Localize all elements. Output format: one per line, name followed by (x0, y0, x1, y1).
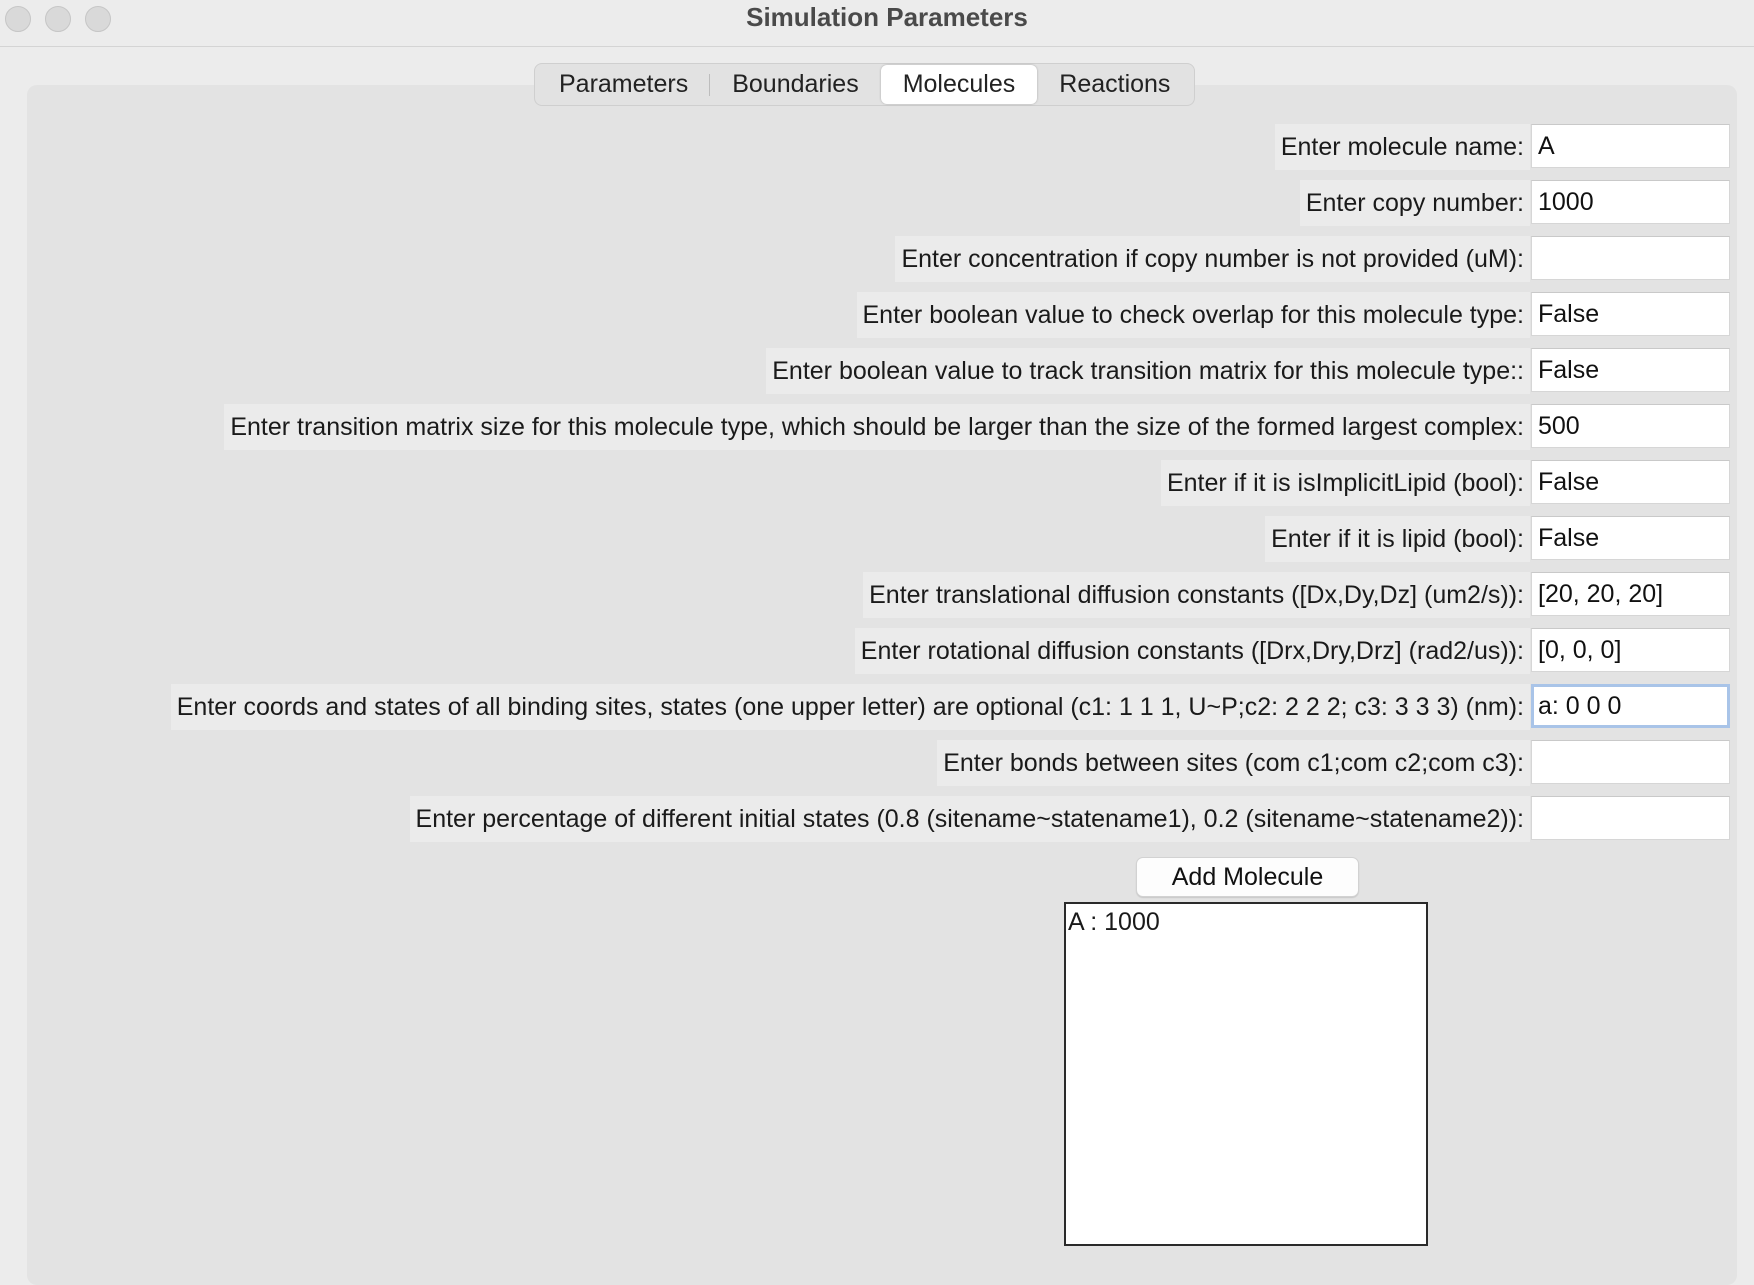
copy-number-input[interactable] (1531, 180, 1730, 224)
concentration-label: Enter concentration if copy number is not provided (uM): (895, 236, 1530, 282)
window-title: Simulation Parameters (746, 2, 1028, 32)
check-overlap-input[interactable] (1531, 292, 1730, 336)
rotational-diffusion-input[interactable] (1531, 628, 1730, 672)
field-row-initial-states (0, 796, 1754, 842)
field-row-rotational-diffusion (0, 628, 1754, 674)
translational-diffusion-input[interactable] (1531, 572, 1730, 616)
initial-states-label: Enter percentage of different initial states (0.8 (sitename~statename1), 0.2 (sitename~statename2)): (410, 796, 1530, 842)
rotational-diffusion-label: Enter rotational diffusion constants ([Drx,Dry,Drz] (rad2/us)): (855, 628, 1530, 674)
translational-diffusion-label: Enter translational diffusion constants ([Dx,Dy,Dz] (um2/s)): (863, 572, 1530, 618)
field-row-is-lipid (0, 516, 1754, 562)
implicit-lipid-input[interactable] (1531, 460, 1730, 504)
check-overlap-label: Enter boolean value to check overlap for this molecule type: (857, 292, 1531, 338)
tab-reactions[interactable]: Reactions (1059, 70, 1171, 98)
add-molecule-button[interactable]: Add Molecule (1136, 857, 1359, 897)
molecule-name-label: Enter molecule name: (1275, 124, 1530, 170)
field-row-binding-sites (0, 684, 1754, 730)
field-row-copy-number (0, 180, 1754, 226)
tab-parameters[interactable]: Parameters (537, 65, 710, 104)
field-row-track-transition (0, 348, 1754, 394)
molecule-listbox[interactable] (1064, 902, 1428, 1246)
transition-size-input[interactable] (1531, 404, 1730, 448)
window-titlebar (0, 0, 1754, 47)
concentration-input[interactable] (1531, 236, 1730, 280)
field-row-concentration (0, 236, 1754, 282)
transition-size-label: Enter transition matrix size for this molecule type, which should be larger than the size of the formed largest complex: (224, 404, 1530, 450)
bonds-label: Enter bonds between sites (com c1;com c2;com c3): (937, 740, 1530, 786)
track-transition-input[interactable] (1531, 348, 1730, 392)
molecule-name-input[interactable] (1531, 124, 1730, 168)
field-row-implicit-lipid (0, 460, 1754, 506)
initial-states-input[interactable] (1531, 796, 1730, 840)
tab-bar (534, 63, 1195, 106)
binding-sites-label: Enter coords and states of all binding sites, states (one upper letter) are optional (c1: 1 1 1, U~P;c2: 2 2 2; c3: 3 3 3) (nm): (171, 684, 1530, 730)
implicit-lipid-label: Enter if it is isImplicitLipid (bool): (1161, 460, 1530, 506)
field-row-check-overlap (0, 292, 1754, 338)
copy-number-label: Enter copy number: (1300, 180, 1530, 226)
binding-sites-input[interactable] (1531, 684, 1730, 728)
field-row-bonds (0, 740, 1754, 786)
field-row-transition-size (0, 404, 1754, 450)
tab-molecules[interactable]: Molecules (881, 65, 1038, 104)
field-row-molecule-name (0, 124, 1754, 170)
tab-boundaries[interactable]: Boundaries (732, 70, 859, 98)
bonds-input[interactable] (1531, 740, 1730, 784)
list-item[interactable]: A : 1000 (1068, 908, 1160, 936)
is-lipid-label: Enter if it is lipid (bool): (1265, 516, 1530, 562)
is-lipid-input[interactable] (1531, 516, 1730, 560)
field-row-translational-diffusion (0, 572, 1754, 618)
track-transition-label: Enter boolean value to track transition matrix for this molecule type:: (766, 348, 1530, 394)
